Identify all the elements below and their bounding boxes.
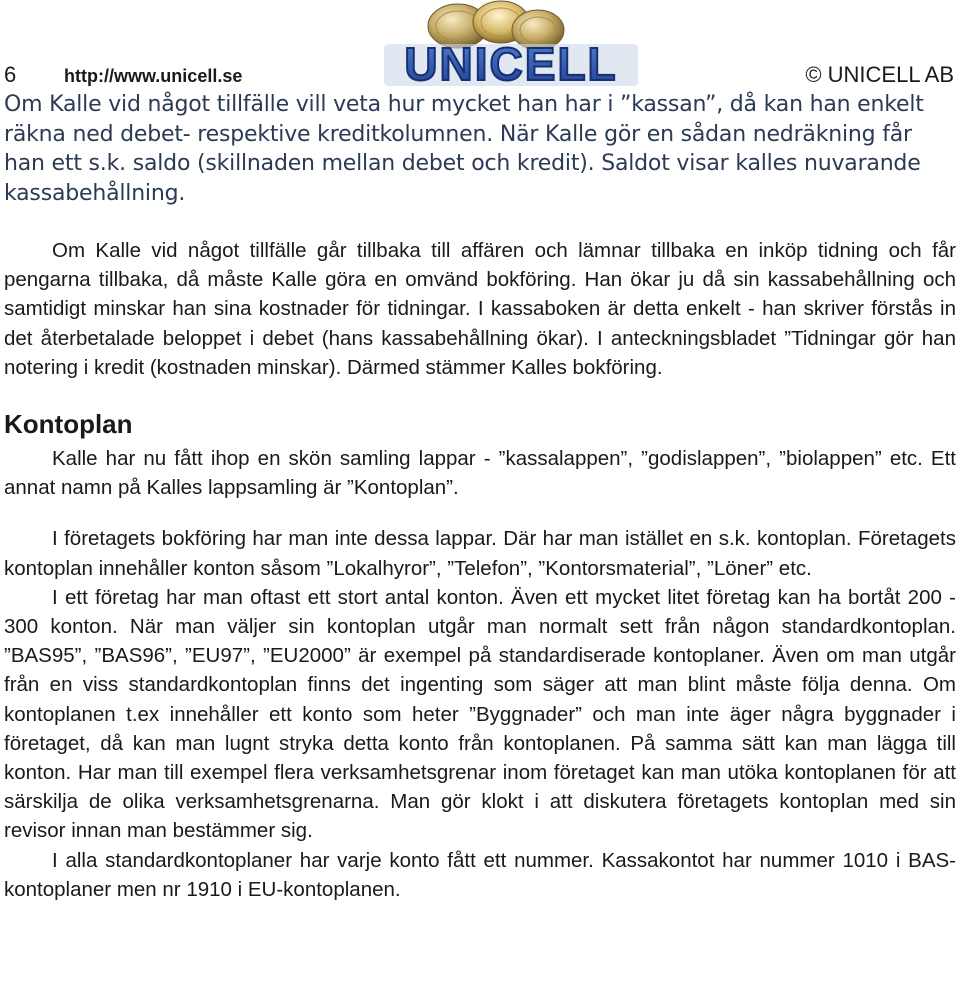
page-content [4,90,956,904]
page-header [0,0,960,92]
return-paragraph: Om Kalle vid något tillfälle går tillbaka till affären och lämnar tillbaka en inköp tidning och får pengarna tillbaka, då måste Kalle göra en omvänd bokföring. Han ökar ju då sin kassabehållning och samtidigt minskar han sina kostnader för tidningar. I kassaboken är detta enkelt - han skriver förstås in det återbetalade beloppet i debet (hans kassabehållning ökar). I anteckningsbladet ”Tidningar gör han notering i kredit (kostnaden minskar). Därmed stämmer Kalles bokföring. [4,239,956,379]
kontoplan-paragraph-2: I företagets bokföring har man inte dessa lappar. Där har man istället en s.k. kontoplan. Företagets kontoplan innehåller konton såsom ”Lokalhyror”, ”Telefon”, ”Kontorsmaterial”, ”Löner” etc. [4,527,956,580]
copyright-notice: © UNICELL AB [805,62,954,87]
kontoplan-paragraph-1: Kalle har nu fått ihop en skön samling lappar - ”kassalappen”, ”godislappen”, ”biolappen” etc. Ett annat namn på Kalles lappsamling är ”Kontoplan”. [4,447,956,500]
logo-wordmark: UNICELL [404,38,618,90]
kontoplan-paragraph-4: I alla standardkontoplaner har varje konto fått ett nummer. Kassakontot har nummer 1010 i BAS-kontoplaner men nr 1910 i EU-kontoplanen. [4,848,956,901]
site-url[interactable]: http://www.unicell.se [64,66,243,86]
page-number: 6 [4,62,17,87]
section-heading-kontoplan: Kontoplan [4,409,133,440]
intro-paragraph: Om Kalle vid något tillfälle vill veta hur mycket han har i ”kassan”, då kan han enkelt räkna ned debet- respektive kreditkolumnen. När Kalle gör en sådan nedräkning får han ett s.k. saldo (skillnaden mellan debet och kredit). Saldot visar kalles nuvarande kassabehållning. [4,92,924,206]
unicell-logo [380,0,642,92]
kontoplan-paragraph-3: I ett företag har man oftast ett stort antal konton. Även ett mycket litet företag kan ha bortåt 200 - 300 konton. När man väljer sin kontoplan utgår man normalt sett från någon standardkontoplan. ”BAS95”, ”BAS96”, ”EU97”, ”EU2000” är exempel på standardiserade kontoplaner. Även om man utgår från en viss standardkontoplan finns det ingenting som säger att man blint måste följa denna. Om kontoplanen t.ex innehåller ett konto som heter ”Byggnader” och man inte äger några byggnader i företaget, då kan man lugnt stryka detta konto från kontoplanen. På samma sätt kan man lägga till konton. Har man till exempel flera verksamhetsgrenar inom företaget kan man utöka kontoplanen för att särskilja de olika verksamhetsgrenarna. Man gör klokt i att diskutera företagets kontoplan med sin revisor innan man bestämmer sig. [4,585,956,843]
